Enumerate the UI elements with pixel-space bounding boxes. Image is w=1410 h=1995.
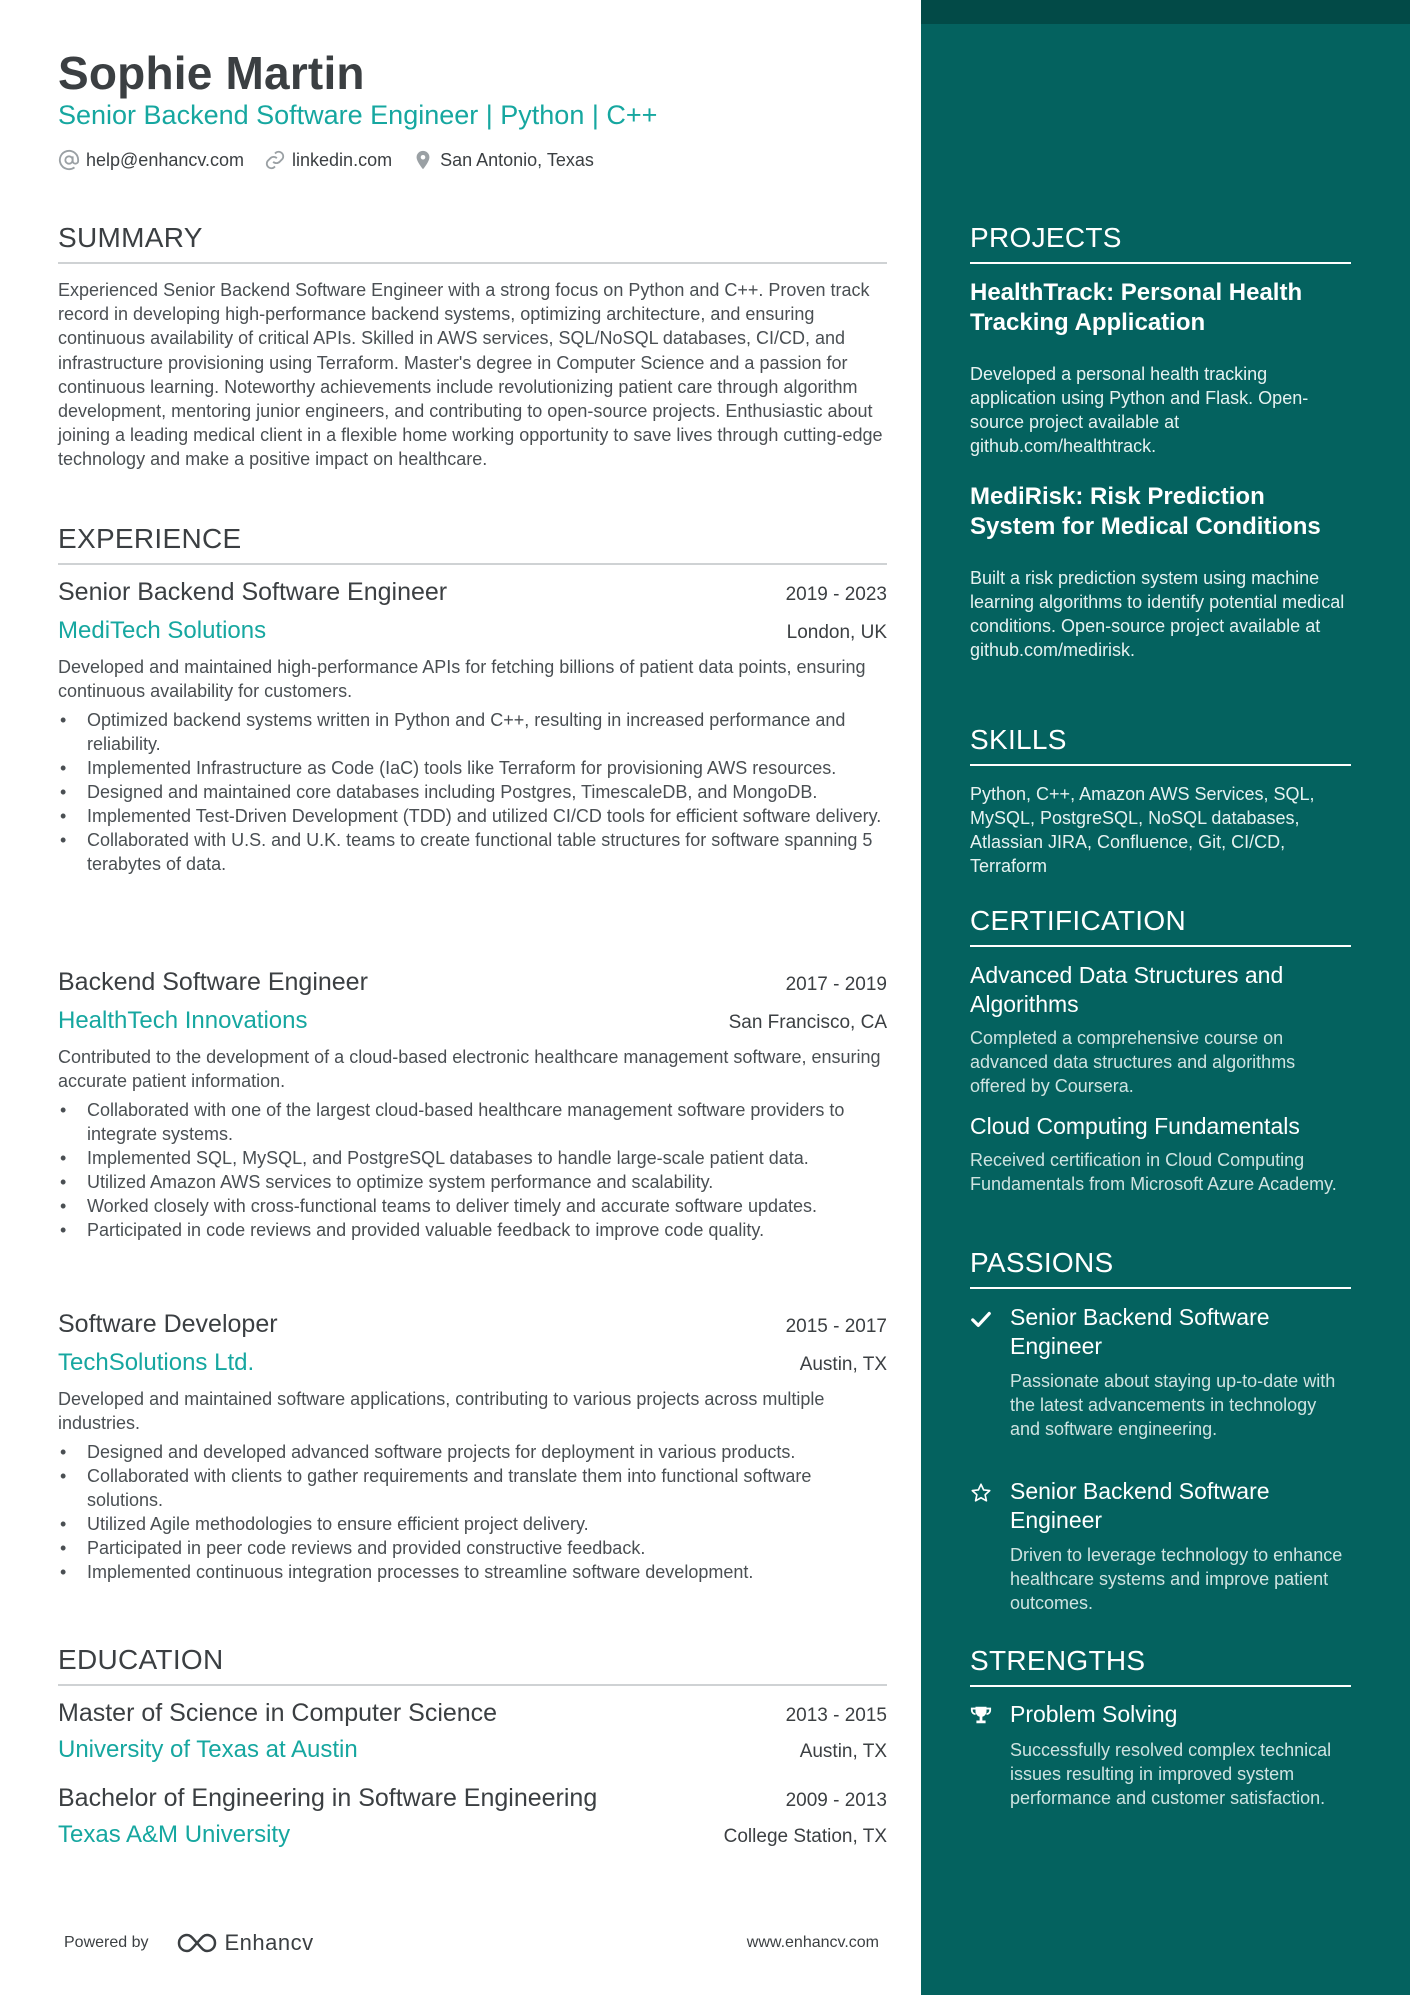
job-bullets [58,1098,887,1242]
project-name: MediRisk: Risk Prediction System for Medical Conditions [970,483,1321,540]
certification-name: Cloud Computing Fundamentals [970,1113,1300,1139]
job-dates: 2017 - 2019 [785,974,887,995]
job-title: Senior Backend Software Engineer [58,578,448,606]
job-bullets [58,708,887,876]
summary-heading: SUMMARY [58,222,887,264]
job-dates: 2019 - 2023 [785,584,887,605]
education-entry [58,1784,887,1849]
headline: Senior Backend Software Engineer | Python | C++ [58,100,658,130]
bullet-item: • Worked closely with cross-functional teams to deliver timely and accurate software updates. [58,1194,887,1218]
school-name: Texas A&M University [58,1821,291,1848]
bullet-item: • Participated in code reviews and provided valuable feedback to improve code quality. [58,1218,887,1242]
bullet-item: • Utilized Agile methodologies to ensure efficient project delivery. [58,1512,887,1536]
enhancv-logo-icon [175,1931,219,1955]
projects-heading: PROJECTS [970,222,1351,264]
certification-heading: CERTIFICATION [970,905,1351,947]
trophy-icon [970,1704,992,1726]
candidate-name: Sophie Martin [58,47,365,99]
bullet-item: • Collaborated with U.S. and U.K. teams to create functional table structures for software spanning 5 terabytes of data. [58,828,887,876]
experience-entry [58,968,887,1242]
education-dates: 2009 - 2013 [785,1790,887,1811]
enhancv-brand-text: Enhancv [224,1930,314,1955]
job-location: San Francisco, CA [728,1012,887,1033]
school-name: University of Texas at Austin [58,1736,358,1763]
contact-location [412,149,594,171]
job-dates: 2015 - 2017 [785,1316,887,1337]
email-text: help@enhancv.com [86,149,245,170]
bullet-item: • Designed and maintained core databases including Postgres, TimescaleDB, and MongoDB. [58,780,887,804]
company-name: HealthTech Innovations [58,1007,308,1034]
experience-entry [58,1310,887,1584]
check-icon [970,1308,992,1330]
star-icon [970,1482,992,1504]
project-description: Developed a personal health tracking application using Python and Flask. Open-source project available at github.com/healthtrack. [970,364,1309,456]
bullet-item: • Participated in peer code reviews and provided constructive feedback. [58,1536,887,1560]
map-pin-icon [412,149,434,171]
bullet-item: • Implemented SQL, MySQL, and PostgreSQL databases to handle large-scale patient data. [58,1146,887,1170]
bullet-item: • Implemented continuous integration processes to streamline software development. [58,1560,887,1584]
strength-description: Successfully resolved complex technical issues resulting in improved system performance and customer satisfaction. [1010,1740,1332,1808]
job-description: Developed and maintained software applications, contributing to various projects across multiple industries. [58,1389,825,1433]
bullet-item: • Utilized Amazon AWS services to optimize system performance and scalability. [58,1170,887,1194]
link-icon [264,149,286,171]
powered-by-label: Powered by [64,1934,149,1951]
contact-bar [58,149,614,171]
sidebar-top-band [921,0,1410,24]
certification-description: Completed a comprehensive course on advanced data structures and algorithms offered by Coursera. [970,1028,1296,1096]
education-dates: 2013 - 2015 [785,1705,887,1726]
bullet-item: • Collaborated with clients to gather requirements and translate them into functional software solutions. [58,1464,887,1512]
job-description: Contributed to the development of a cloud-based electronic healthcare management software, ensuring accurate patient information. [58,1047,881,1091]
footer-url[interactable]: www.enhancv.com [746,1934,879,1951]
bullet-item: • Optimized backend systems written in Python and C++, resulting in increased performance and reliability. [58,708,887,756]
certification-description: Received certification in Cloud Computing Fundamentals from Microsoft Azure Academy. [970,1150,1337,1194]
enhancv-logo[interactable] [175,1930,314,1956]
passions-heading: PASSIONS [970,1247,1351,1289]
company-name: MediTech Solutions [58,617,267,644]
job-location: London, UK [786,622,887,643]
bullet-item: • Implemented Test-Driven Development (TDD) and utilized CI/CD tools for efficient software delivery. [58,804,887,828]
at-icon [58,149,80,171]
degree-title: Bachelor of Engineering in Software Engineering [58,1784,598,1812]
bullet-item: • Designed and developed advanced software projects for deployment in various products. [58,1440,887,1464]
job-location: Austin, TX [799,1354,887,1375]
experience-entry [58,578,887,876]
bullet-item: • Collaborated with one of the largest cloud-based healthcare management software providers to integrate systems. [58,1098,887,1146]
contact-email[interactable] [58,149,244,171]
certification-name: Advanced Data Structures and Algorithms [970,962,1284,1017]
contact-linkedin[interactable] [264,149,392,171]
job-title: Software Developer [58,1310,278,1338]
school-location: Austin, TX [799,1741,887,1762]
linkedin-text: linkedin.com [292,149,393,170]
passion-description: Driven to leverage technology to enhance healthcare systems and improve patient outcomes. [1010,1545,1343,1613]
job-title: Backend Software Engineer [58,968,368,996]
project-name: HealthTrack: Personal Health Tracking Application [970,279,1303,336]
project-description: Built a risk prediction system using machine learning algorithms to identify potential medical conditions. Open-source project available at github.com/medirisk. [970,568,1345,660]
job-description: Developed and maintained high-performance APIs for fetching billions of patient data points, ensuring continuous availability for customers. [58,657,866,701]
strength-name: Problem Solving [1010,1701,1178,1727]
skills-heading: SKILLS [970,724,1351,766]
passion-name: Senior Backend Software Engineer [1010,1304,1270,1359]
footer [64,1930,879,1956]
sidebar [921,0,1410,1995]
experience-heading: EXPERIENCE [58,523,887,565]
location-text: San Antonio, Texas [440,149,594,170]
powered-by [64,1930,314,1956]
strengths-heading: STRENGTHS [970,1645,1351,1687]
passion-description: Passionate about staying up-to-date with the latest advancements in technology and software engineering. [1010,1371,1336,1439]
degree-title: Master of Science in Computer Science [58,1699,498,1727]
passion-name: Senior Backend Software Engineer [1010,1478,1270,1533]
education-heading: EDUCATION [58,1644,887,1686]
bullet-item: • Implemented Infrastructure as Code (IaC) tools like Terraform for provisioning AWS resources. [58,756,887,780]
job-bullets [58,1440,887,1584]
education-entry [58,1699,887,1764]
school-location: College Station, TX [723,1826,887,1847]
summary-text: Experienced Senior Backend Software Engineer with a strong focus on Python and C++. Proven track record in developing high-performance backend systems, optimizing architecture, and ensuring continuous availability of critical APIs. Skilled in AWS services, SQL/NoSQL databases, CI/CD, and infrastructure provisioning using Terraform. Master's degree in Computer Science and a passion for continuous learning. Noteworthy achievements include revolutionizing patient care through algorithm development, mentoring junior engineers, and contributing to open-source projects. Enthusiastic about joining a leading medical client in a flexible home working opportunity to save lives through cutting-edge technology and make a positive impact on healthcare. [58,280,883,470]
skills-text: Python, C++, Amazon AWS Services, SQL, MySQL, PostgreSQL, NoSQL databases, Atlassian JIRA, Confluence, Git, CI/CD, Terraform [970,784,1315,876]
company-name: TechSolutions Ltd. [58,1349,255,1376]
